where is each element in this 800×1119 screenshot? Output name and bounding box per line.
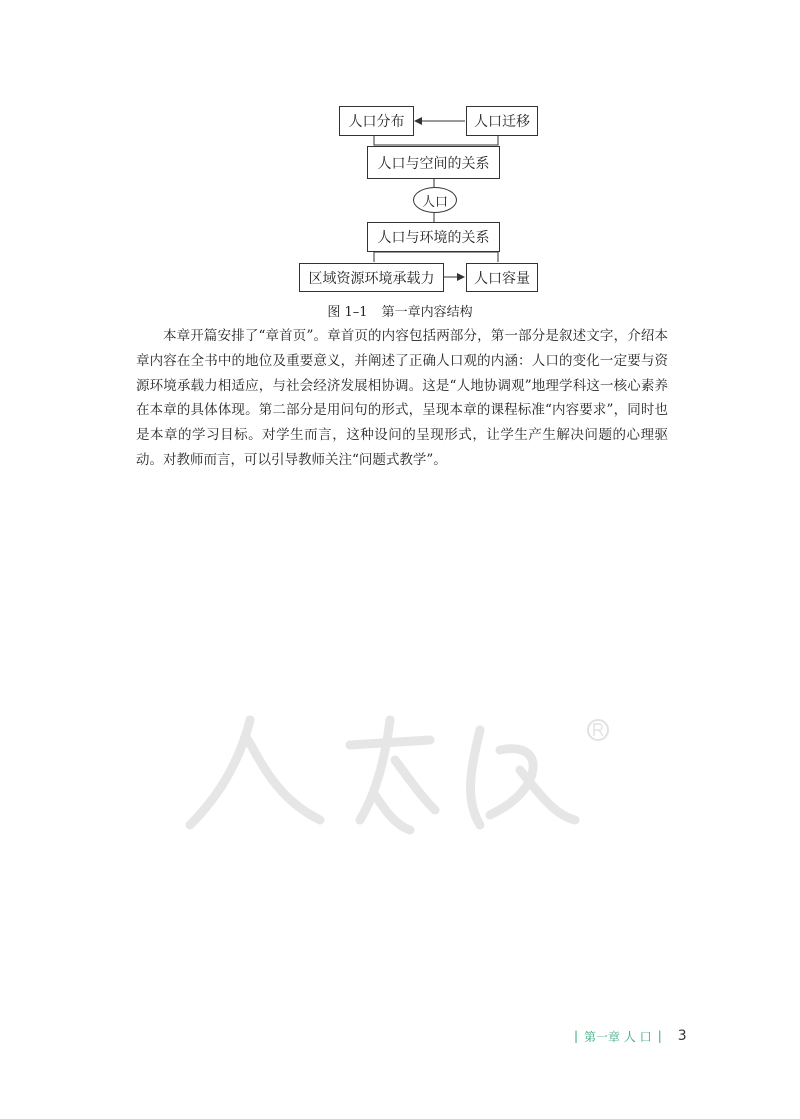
node-population: 人口 (413, 187, 457, 213)
node-population-environment: 人口与环境的关系 (367, 222, 500, 252)
body-paragraph: 本章开篇安排了“章首页”。章首页的内容包括两部分，第一部分是叙述文字，介绍本章内容在全书中的地位及重要意义，并阐述了正确人口观的内涵：人口的变化一定要与资源环境承载力相适应，与社会经济发展相协调。这是“人地协调观”地理学科这一核心素养在本章的具体体现。第二部分是用问句的形式，呈现本章的课程标准“内容要求”，同时也是本章的学习目标。对学生而言，这种设问的呈现形式，让学生产生解决问题的心理驱动。对教师而言，可以引导教师关注“问题式教学”。 (136, 328, 668, 468)
connector-bottom-bracket (374, 252, 498, 262)
connector-top-bracket (374, 135, 498, 145)
figure-number: 图 1–1 (327, 305, 368, 320)
page-footer (568, 1027, 687, 1045)
footer-divider-right: | (657, 1029, 662, 1043)
figure-title: 第一章内容结构 (381, 305, 473, 320)
node-regional-capacity: 区域资源环境承载力 (299, 263, 444, 292)
node-population-capacity: 人口容量 (466, 263, 538, 292)
footer-divider-left: | (574, 1029, 579, 1043)
footer-chapter-label: 第一章 人 口 (584, 1029, 652, 1044)
node-migration: 人口迁移 (466, 106, 538, 136)
node-population-space: 人口与空间的关系 (367, 146, 500, 179)
node-population-distribution: 人口分布 (339, 106, 414, 136)
figure-caption (0, 301, 800, 320)
publisher-watermark-logo (180, 700, 620, 850)
page-number: 3 (677, 1028, 687, 1044)
